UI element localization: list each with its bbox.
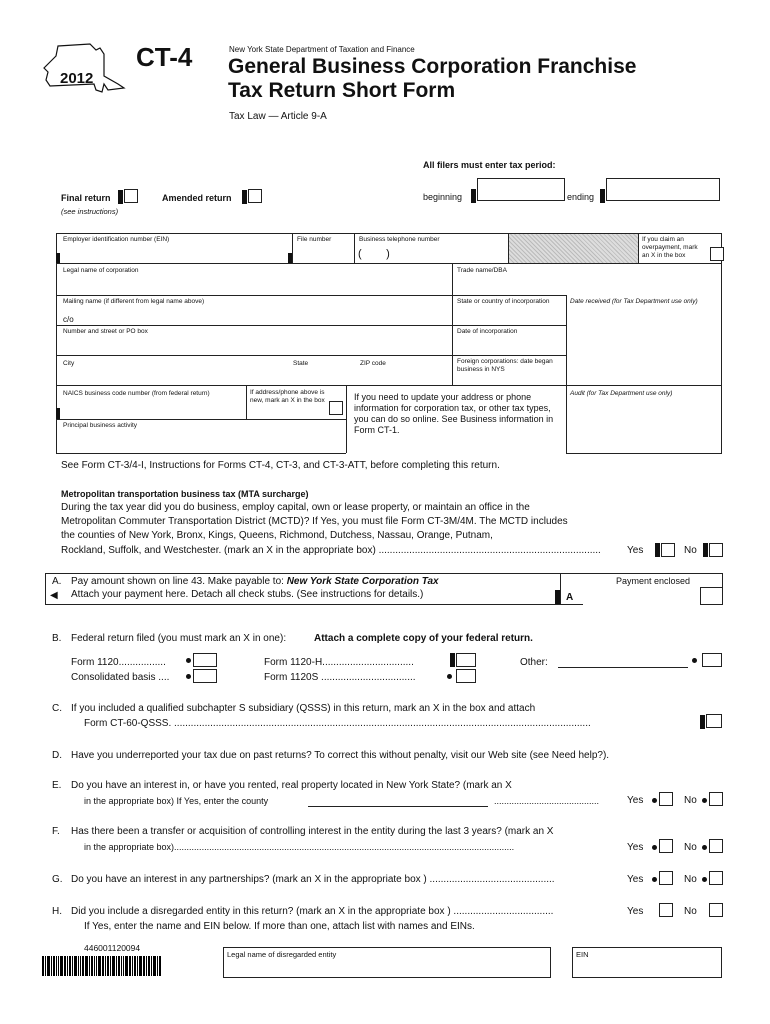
section-a-line1: Pay amount shown on line 43. Make payable to: New York State Corporation Tax	[71, 576, 439, 587]
section-c-line2: Form CT-60-QSSS. ......................................................................................................................................................	[84, 718, 591, 729]
phone-parens[interactable]: ( )	[358, 248, 390, 260]
form1120-checkbox[interactable]	[193, 653, 217, 667]
amended-return-marker	[242, 190, 247, 204]
section-h-letter: H.	[52, 906, 62, 917]
form1120-dot	[186, 658, 191, 663]
consolidated-checkbox[interactable]	[193, 669, 217, 683]
ending-label: ending	[567, 192, 595, 202]
trade-name-label: Trade name/DBA	[457, 267, 507, 274]
section-e-yes-checkbox[interactable]	[659, 792, 673, 806]
payment-enclosed-label: Payment enclosed	[616, 576, 691, 586]
form1120s-label: Form 1120S ..................................	[264, 672, 416, 683]
amended-return-label: Amended return	[162, 193, 232, 203]
section-h-no-checkbox[interactable]	[709, 903, 723, 917]
ein-input[interactable]	[60, 245, 288, 261]
mta-yes-checkbox[interactable]	[661, 543, 675, 557]
form1120-label: Form 1120.................	[71, 657, 166, 668]
state-inc-label: State or country of incorporation	[457, 298, 550, 305]
section-d-letter: D.	[52, 750, 62, 761]
zip-label: ZIP code	[360, 360, 386, 367]
barcode-graphic	[42, 956, 192, 976]
section-a-line2: Attach your payment here. Detach all check stubs. (See instructions for details.)	[71, 589, 424, 600]
mta-line2: Metropolitan Commuter Transportation District (MCTD)? If Yes, you must file Form CT-3M/4M. The MCTD includes	[61, 516, 568, 527]
mta-heading: Metropolitan transportation business tax (MTA surcharge)	[61, 489, 309, 499]
co-label: c/o	[63, 315, 74, 324]
consolidated-label: Consolidated basis ....	[71, 672, 170, 683]
form1120s-dot	[447, 674, 452, 679]
address-change-checkbox[interactable]	[329, 401, 343, 415]
section-g-yes-checkbox[interactable]	[659, 871, 673, 885]
section-h-yes: Yes	[627, 906, 644, 917]
qsss-marker	[700, 715, 705, 729]
section-e-line1: Do you have an interest in, or have you rented, real property located in New York State? (mark an X	[71, 780, 512, 791]
section-f-yes-dot	[652, 845, 657, 850]
final-return-checkbox[interactable]	[124, 189, 138, 203]
section-g-letter: G.	[52, 874, 63, 885]
state-label: State	[293, 360, 309, 367]
form-year: 2012	[60, 70, 94, 87]
section-g-no-checkbox[interactable]	[709, 871, 723, 885]
section-g-yes: Yes	[627, 874, 644, 885]
final-return-note: (see instructions)	[61, 207, 119, 216]
county-input-line[interactable]	[308, 806, 488, 807]
shaded-area	[509, 234, 638, 263]
section-e-dots: ..........................................	[494, 796, 600, 806]
section-b-attach: Attach a complete copy of your federal return.	[314, 633, 533, 644]
section-f-no: No	[684, 842, 697, 853]
ein-marker	[288, 253, 292, 263]
street-label: Number and street or PO box	[63, 328, 148, 335]
ein-label: Employer identification number (EIN)	[63, 236, 170, 243]
other-checkbox[interactable]	[702, 653, 722, 667]
section-b-text: Federal return filed (you must mark an X in one):	[71, 633, 287, 644]
legal-name-label: Legal name of corporation	[63, 267, 139, 274]
mta-no-label: No	[684, 545, 697, 556]
form1120s-checkbox[interactable]	[456, 669, 476, 683]
section-e-yes: Yes	[627, 795, 644, 806]
tax-law-label: Tax Law — Article 9-A	[229, 111, 327, 122]
phone-label: Business telephone number	[359, 236, 440, 243]
beginning-label: beginning	[423, 192, 463, 202]
disregarded-name-label: Legal name of disregarded entity	[227, 950, 337, 959]
ending-date-field[interactable]	[606, 178, 720, 201]
beginning-date-field[interactable]	[477, 178, 565, 201]
section-f-line2: in the appropriate box)........................................................................................................................................	[84, 842, 515, 852]
section-a-letter: A.	[52, 576, 62, 587]
left-marker-1	[56, 253, 60, 263]
section-e-no-dot	[702, 798, 707, 803]
mta-no-checkbox[interactable]	[709, 543, 723, 557]
mta-yes-label: Yes	[627, 545, 644, 556]
section-g-yes-dot	[652, 877, 657, 882]
beginning-marker	[471, 189, 476, 203]
foreign-label: Foreign corporations: date began business in NYS	[457, 358, 553, 373]
section-h-yes-checkbox[interactable]	[659, 903, 673, 917]
principal-activity-label: Principal business activity	[63, 422, 138, 429]
form-title-line1: General Business Corporation Franchise	[228, 55, 637, 78]
section-h-line1: Did you include a disregarded entity in this return? (mark an X in the appropriate box ) ....................................	[71, 906, 554, 917]
city-label: City	[63, 360, 75, 367]
arrow-left-icon: ◀	[50, 590, 58, 601]
department-name: New York State Department of Taxation and Finance	[229, 45, 415, 54]
section-e-line2: in the appropriate box) If Yes, enter the county	[84, 796, 269, 806]
final-return-marker	[118, 190, 123, 204]
mta-yes-marker	[655, 543, 660, 557]
tax-period-heading: All filers must enter tax period:	[423, 160, 556, 170]
section-d-text: Have you underreported your tax due on past returns? To correct this without penalty, visit our Web site (see Need help?).	[71, 750, 610, 761]
section-f-yes: Yes	[627, 842, 644, 853]
overpayment-checkbox[interactable]	[710, 247, 724, 261]
section-f-yes-checkbox[interactable]	[659, 839, 673, 853]
section-a-box-letter: A	[566, 592, 574, 603]
section-a-marker	[555, 590, 560, 604]
section-c-letter: C.	[52, 703, 62, 714]
form-title-line2: Tax Return Short Form	[228, 79, 456, 102]
section-f-no-dot	[702, 845, 707, 850]
section-b-letter: B.	[52, 633, 62, 644]
barcode-number: 446001120094	[84, 943, 141, 953]
overpayment-label: If you claim an overpayment, mark an X in the box	[642, 236, 698, 259]
form1120h-marker	[450, 653, 455, 667]
section-e-yes-dot	[652, 798, 657, 803]
other-label: Other:	[520, 657, 548, 668]
section-c-line1: If you included a qualified subchapter S subsidiary (QSSS) in this return, mark an X in the box and attach	[71, 703, 536, 714]
section-f-letter: F.	[52, 826, 60, 837]
disregarded-ein-label: EIN	[576, 950, 589, 959]
qsss-checkbox[interactable]	[706, 714, 722, 728]
section-h-no: No	[684, 906, 697, 917]
mta-no-marker	[703, 543, 708, 557]
see-form-note: See Form CT-3/4-I, Instructions for Forms CT-4, CT-3, and CT-3-ATT, before completing this return.	[61, 460, 500, 471]
section-h-line2: If Yes, enter the name and EIN below. If more than one, attach list with names and EINs.	[84, 921, 475, 932]
mta-line1: During the tax year did you do business, employ capital, own or lease property, or maintain an office in the	[61, 502, 530, 513]
update-note: If you need to update your address or phone information for corporation tax, or other tax types, you can do so online. See Business information in Form CT-1.	[354, 392, 554, 435]
ending-marker	[600, 189, 605, 203]
section-e-no: No	[684, 795, 697, 806]
section-e-no-checkbox[interactable]	[709, 792, 723, 806]
date-received-label: Date received (for Tax Department use only)	[570, 298, 698, 305]
payment-enclosed-field[interactable]	[583, 587, 700, 605]
mta-line4: Rockland, Suffolk, and Westchester. (mark an X in the appropriate box) ................................................................................	[61, 545, 601, 556]
consolidated-dot	[186, 674, 191, 679]
file-number-label: File number	[297, 236, 332, 243]
section-f-line1: Has there been a transfer or acquisition of controlling interest in the entity during the last 3 years? (mark an X	[71, 826, 554, 837]
section-f-no-checkbox[interactable]	[709, 839, 723, 853]
audit-label: Audit (for Tax Department use only)	[570, 390, 673, 397]
amended-return-checkbox[interactable]	[248, 189, 262, 203]
section-g-no: No	[684, 874, 697, 885]
section-g-no-dot	[702, 877, 707, 882]
date-inc-label: Date of incorporation	[457, 328, 518, 335]
form-id: CT-4	[136, 42, 193, 72]
section-g-text: Do you have an interest in any partnerships? (mark an X in the appropriate box ) .............................................	[71, 874, 555, 885]
naics-label: NAICS business code number (from federal return)	[63, 390, 210, 397]
disregarded-ein-field[interactable]	[572, 947, 722, 978]
section-e-letter: E.	[52, 780, 62, 791]
mta-line3: the counties of New York, Bronx, Kings, Queens, Richmond, Dutchess, Nassau, Orange, Putnam,	[61, 530, 493, 541]
form1120h-label: Form 1120-H.................................	[264, 657, 414, 668]
other-dot	[692, 658, 697, 663]
left-marker-2	[56, 408, 60, 419]
form1120h-checkbox[interactable]	[456, 653, 476, 667]
mailing-name-label: Mailing name (if different from legal name above)	[63, 298, 205, 305]
final-return-label: Final return	[61, 193, 111, 203]
address-change-label: If address/phone above is new, mark an X in the box	[250, 389, 325, 404]
